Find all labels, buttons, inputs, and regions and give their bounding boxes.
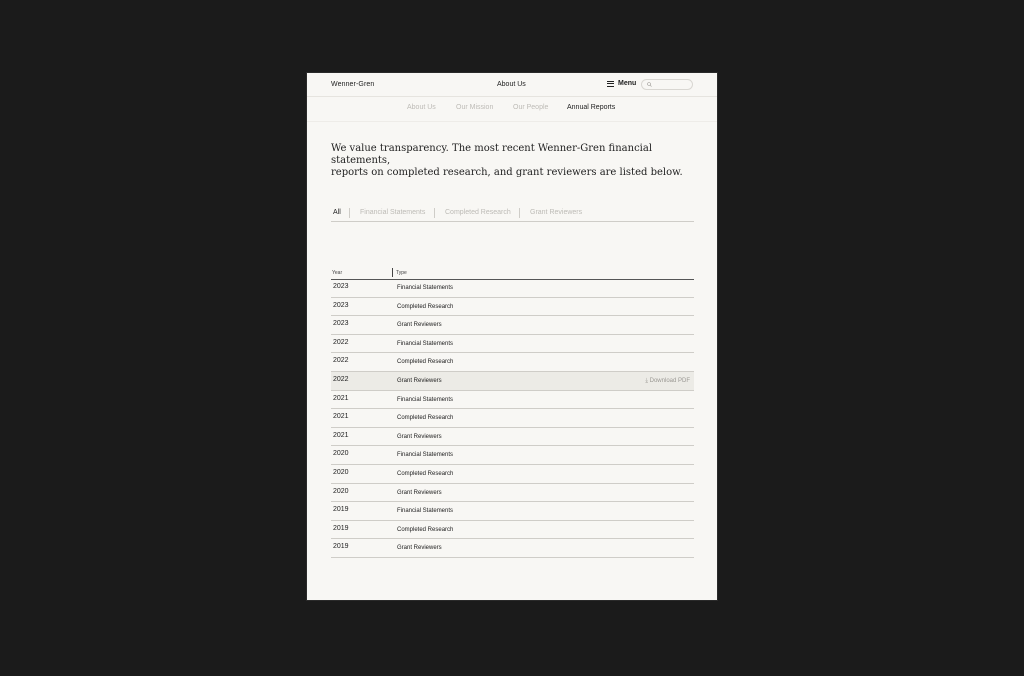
row-year: 2020	[333, 487, 349, 495]
download-icon: ⤓	[645, 377, 650, 384]
row-type: Financial Statements	[397, 340, 454, 347]
row-type: Completed Research	[397, 470, 454, 477]
table-row[interactable]	[331, 521, 694, 540]
intro-line-1: We value transparency. The most recent Wenner-Gren financial statements,	[331, 143, 653, 166]
row-type: Grant Reviewers	[397, 377, 442, 384]
subnav-item-annual-reports[interactable]: Annual Reports	[567, 104, 616, 111]
row-type: Financial Statements	[397, 508, 454, 515]
intro-line-2: reports on completed research, and grant reviewers are listed below.	[331, 167, 683, 178]
column-divider	[392, 268, 393, 277]
column-header-type[interactable]: Type	[396, 270, 407, 276]
row-year: 2022	[333, 375, 349, 383]
subnav-item-our-mission[interactable]: Our Mission	[456, 104, 494, 111]
row-year: 2021	[333, 413, 349, 421]
table-row[interactable]	[331, 353, 694, 372]
filter-tab-all[interactable]: All	[333, 209, 341, 216]
table-row[interactable]	[331, 465, 694, 484]
row-type: Financial Statements	[397, 396, 454, 403]
row-type: Completed Research	[397, 526, 454, 533]
row-year: 2021	[333, 431, 349, 439]
menu-button[interactable]	[607, 80, 636, 87]
brand-logo-link[interactable]: Wenner-Gren	[331, 81, 375, 88]
table-row[interactable]	[331, 428, 694, 447]
row-year: 2019	[333, 506, 349, 514]
table-row[interactable]	[331, 372, 694, 391]
table-row[interactable]	[331, 279, 694, 298]
top-navigation-bar	[307, 73, 717, 97]
table-row[interactable]	[331, 502, 694, 521]
row-year: 2020	[333, 468, 349, 476]
filter-tabs	[331, 208, 694, 222]
row-year: 2021	[333, 394, 349, 402]
search-icon	[647, 82, 652, 87]
row-type: Grant Reviewers	[397, 489, 442, 496]
row-year: 2023	[333, 320, 349, 328]
row-year: 2019	[333, 524, 349, 532]
filter-tab-grant-reviewers[interactable]: Grant Reviewers	[530, 209, 583, 216]
row-type: Grant Reviewers	[397, 545, 442, 552]
filter-tab-completed-research[interactable]: Completed Research	[445, 209, 511, 216]
row-year: 2019	[333, 543, 349, 551]
intro-paragraph	[331, 143, 701, 179]
row-type: Financial Statements	[397, 285, 454, 291]
table-row[interactable]	[331, 409, 694, 428]
column-header-year[interactable]: Year	[332, 270, 343, 276]
row-type: Completed Research	[397, 359, 454, 366]
row-year: 2022	[333, 338, 349, 346]
row-year: 2022	[333, 357, 349, 365]
filter-separator	[349, 208, 350, 218]
table-row[interactable]	[331, 316, 694, 335]
reports-table-body	[331, 279, 694, 558]
filter-separator	[519, 208, 520, 218]
table-row[interactable]	[331, 484, 694, 503]
row-year: 2023	[333, 301, 349, 309]
hamburger-icon	[607, 81, 614, 87]
about-us-link[interactable]: About Us	[497, 81, 526, 88]
table-row[interactable]	[331, 335, 694, 354]
row-type: Grant Reviewers	[397, 433, 442, 440]
download-pdf-label: Download PDF	[649, 377, 690, 384]
page-panel	[307, 73, 717, 600]
section-subnav	[307, 103, 717, 122]
menu-label: Menu	[618, 80, 637, 87]
table-row[interactable]	[331, 298, 694, 317]
row-type: Financial Statements	[397, 452, 454, 459]
row-year: 2023	[333, 283, 349, 290]
subnav-item-our-people[interactable]: Our People	[513, 104, 549, 111]
table-row[interactable]	[331, 391, 694, 410]
table-row[interactable]	[331, 446, 694, 465]
row-year: 2020	[333, 450, 349, 458]
filter-separator	[434, 208, 435, 218]
row-type: Completed Research	[397, 303, 454, 310]
row-type: Completed Research	[397, 415, 454, 422]
row-type: Grant Reviewers	[397, 322, 442, 329]
download-pdf-link[interactable]	[645, 378, 690, 385]
search-input[interactable]	[641, 79, 693, 90]
filter-tab-financial-statements[interactable]: Financial Statements	[360, 209, 426, 216]
table-row[interactable]	[331, 539, 694, 558]
subnav-item-about-us[interactable]: About Us	[407, 104, 436, 111]
